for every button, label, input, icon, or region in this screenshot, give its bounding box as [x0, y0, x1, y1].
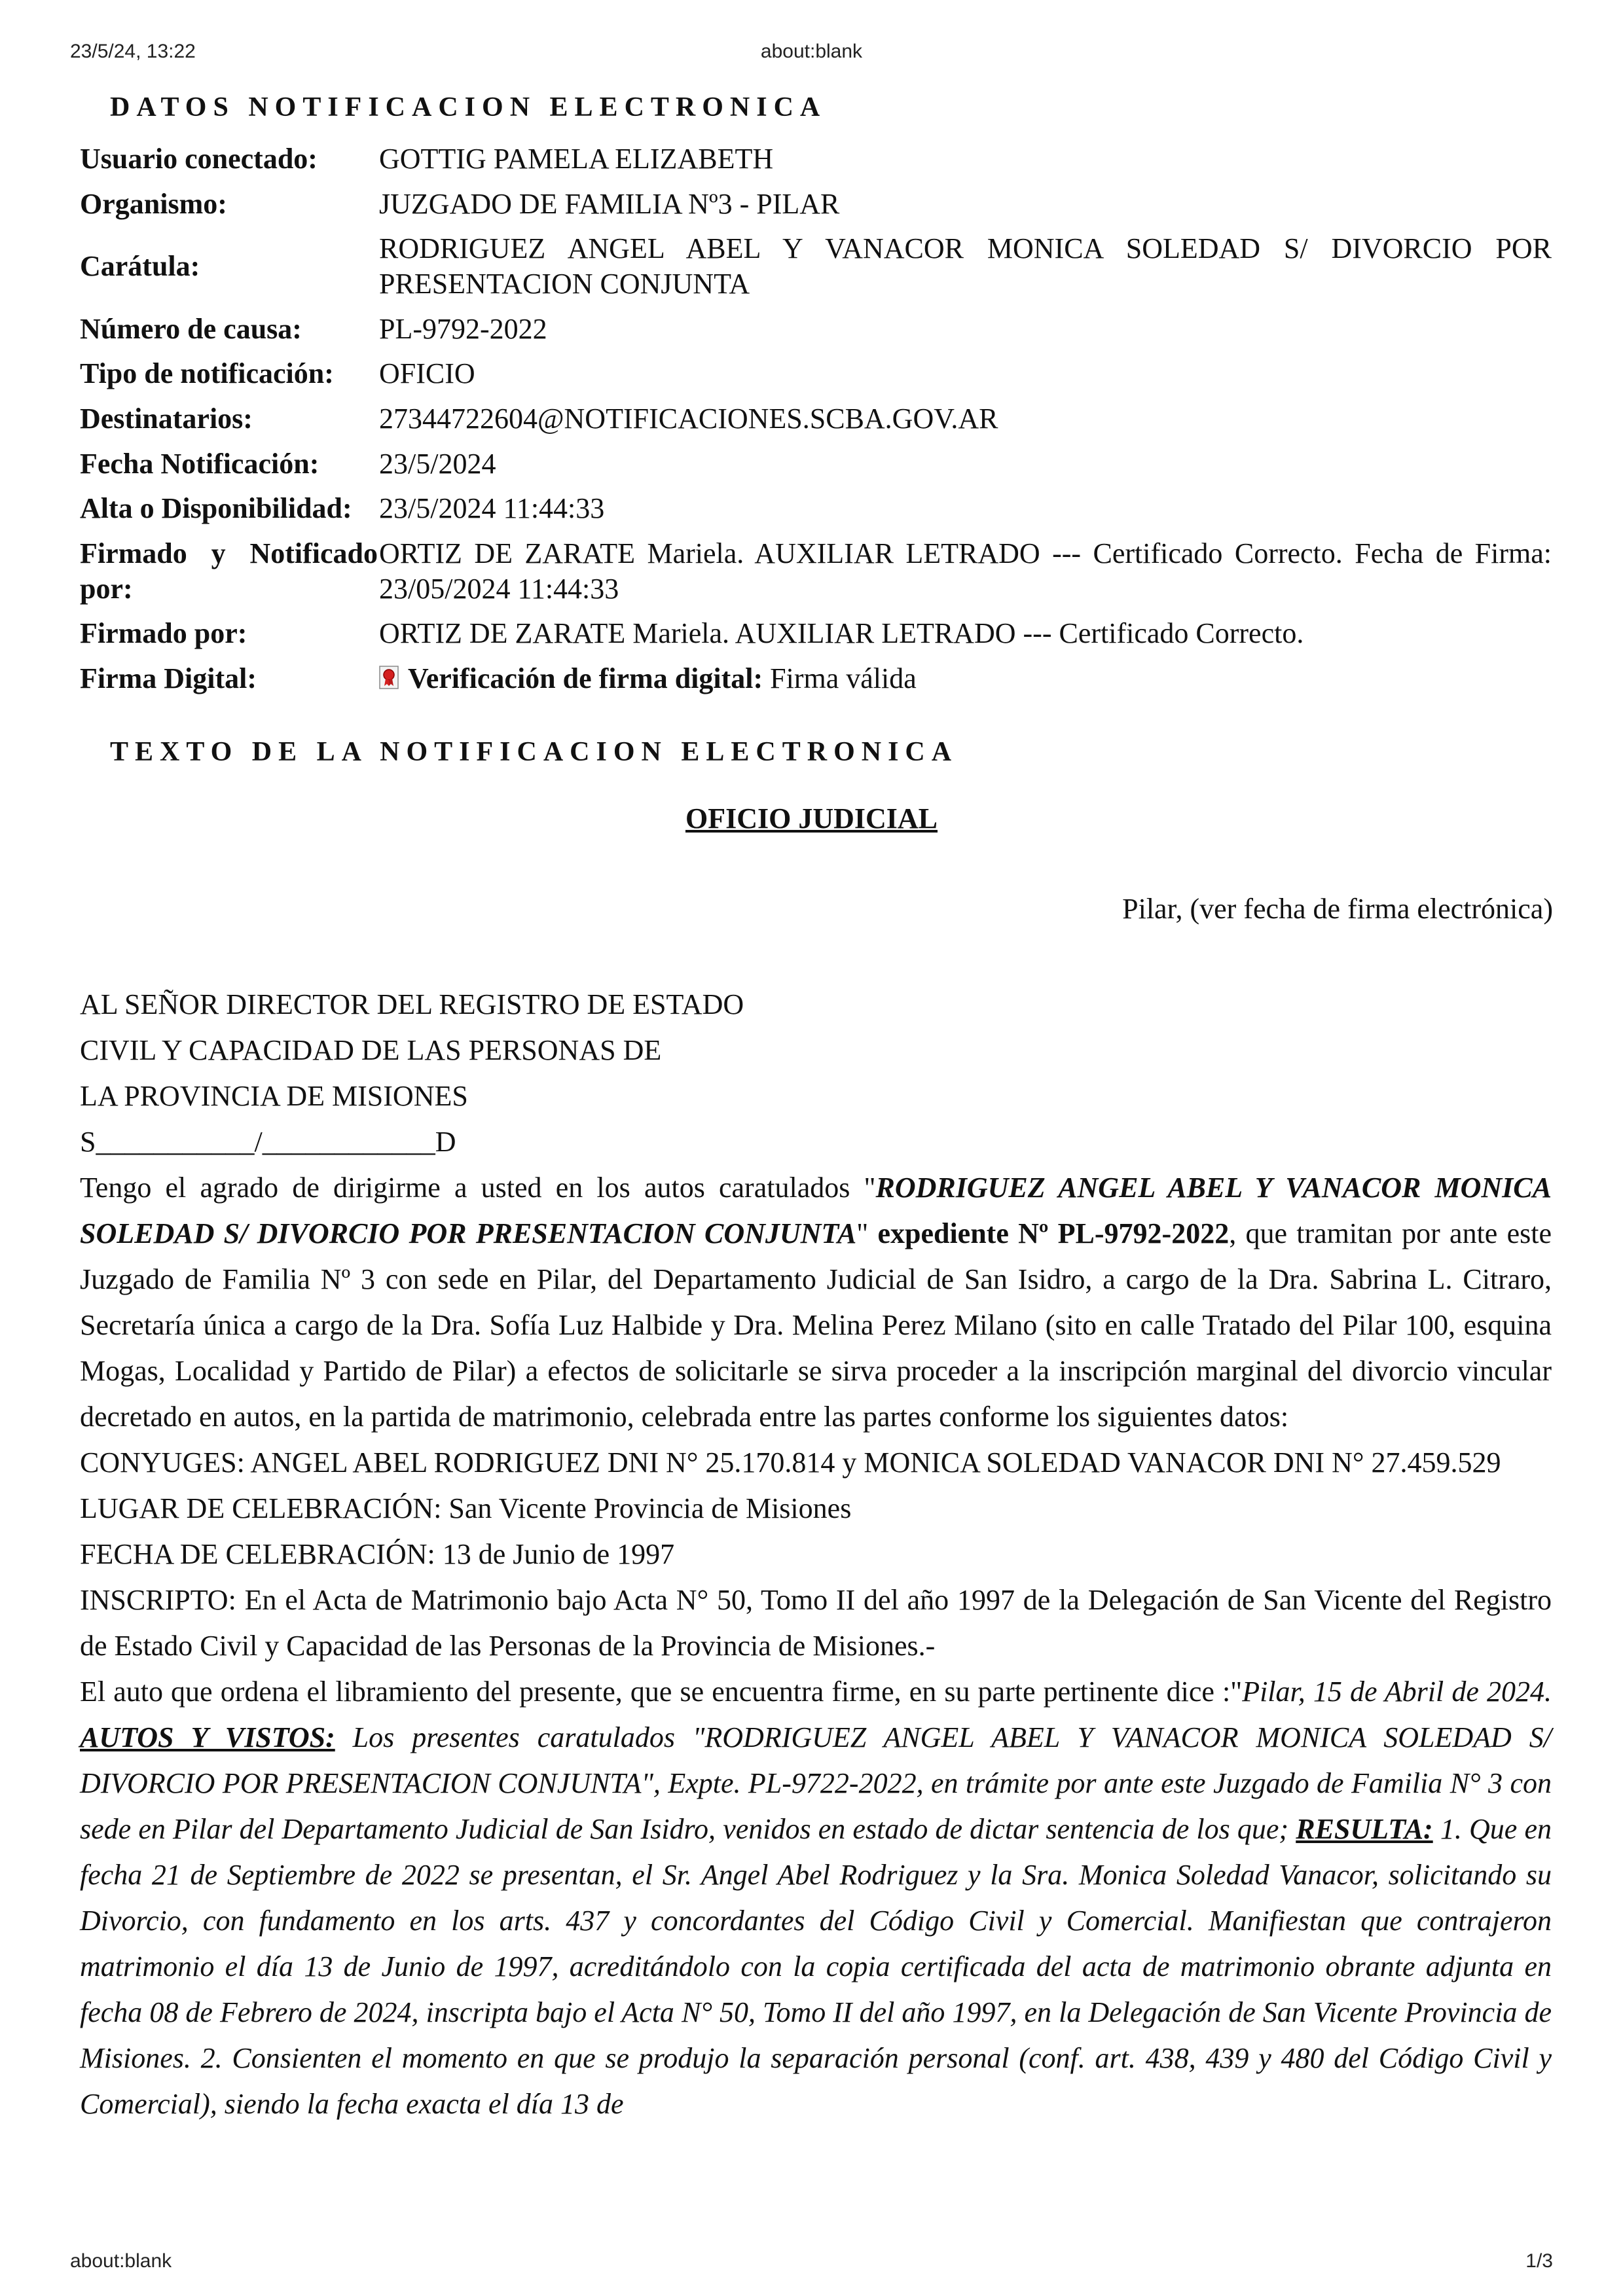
meta-row-alta [80, 491, 1552, 536]
case-number: expediente Nº PL-9792-2022 [877, 1217, 1230, 1249]
addressee-line-1: AL SEÑOR DIRECTOR DEL REGISTRO DE ESTADO [80, 988, 744, 1020]
meta-row-organismo [80, 187, 1552, 232]
meta-value: RODRIGUEZ ANGEL ABEL Y VANACOR MONICA SOLEDAD S/ DIVORCIO POR PRESENTACION CONJUNTA [379, 232, 1552, 300]
addressee-line-3: LA PROVINCIA DE MISIONES [80, 1080, 468, 1112]
meta-row-firma-digital [80, 661, 1552, 706]
meta-row-firmado-notificado [80, 536, 1552, 616]
text-run: Los presentes caratulados "RODRIGUEZ ANGEL ABEL Y VANACOR MONICA SOLEDAD S/ DIVORCIO POR PRESENTACION CONJUNTA", Expte. PL-9722-2022, en trámite por ante este Juzgado de Familia N° 3 con sede en Pilar del Departamento Judicial de San Isidro, venidos en estado de dictar sentencia de los que; [80, 1721, 1552, 1845]
meta-value: PL-9792-2022 [379, 312, 547, 345]
meta-label: Fecha Notificación: [80, 447, 319, 480]
print-footer-url: about:blank [70, 2250, 172, 2272]
place-date: Pilar, (ver fecha de firma electrónica) [1122, 893, 1553, 925]
meta-value: GOTTIG PAMELA ELIZABETH [379, 143, 774, 175]
notification-metadata-table [80, 141, 1552, 706]
fecha-celebracion-line: FECHA DE CELEBRACIÓN: 13 de Junio de 1997 [80, 1538, 675, 1570]
intro-paragraph [80, 1165, 1552, 1440]
certificate-seal-icon [379, 662, 399, 686]
section-title-texto: TEXTO DE LA NOTIFICACION ELECTRONICA [110, 737, 958, 767]
meta-row-destinatarios [80, 401, 1552, 446]
meta-row-caratula [80, 231, 1552, 311]
meta-label: Firmado y Notificado por: [80, 537, 378, 605]
meta-value: ORTIZ DE ZARATE Mariela. AUXILIAR LETRADO --- Certificado Correcto. Fecha de Firma: 23/05/2024 11:44:33 [379, 537, 1552, 605]
meta-label: Usuario conectado: [80, 143, 318, 175]
resulta-heading: RESULTA: [1296, 1813, 1433, 1845]
text-run: " [856, 1217, 878, 1249]
inscripto-line: INSCRIPTO: En el Acta de Matrimonio bajo Acta N° 50, Tomo II del año 1997 de la Delegación de San Vicente del Registro de Estado Civil y Capacidad de las Personas de la Provincia de Misiones.- [80, 1584, 1552, 1662]
print-header-url: about:blank [760, 41, 863, 62]
meta-value: 27344722604@NOTIFICACIONES.SCBA.GOV.AR [379, 403, 998, 435]
document-title: OFICIO JUDICIAL [685, 802, 938, 834]
conyuges-line: CONYUGES: ANGEL ABEL RODRIGUEZ DNI N° 25.170.814 y MONICA SOLEDAD VANACOR DNI N° 27.459.529 [80, 1446, 1501, 1479]
addressee-line-2: CIVIL Y CAPACIDAD DE LAS PERSONAS DE [80, 1034, 662, 1066]
meta-label: Destinatarios: [80, 403, 253, 435]
print-footer-page: 1/3 [1525, 2250, 1553, 2272]
section-title-datos: DATOS NOTIFICACION ELECTRONICA [110, 92, 827, 122]
meta-label: Firmado por: [80, 617, 247, 650]
meta-label: Alta o Disponibilidad: [80, 492, 352, 525]
verification-label: Verificación de firma digital: [408, 662, 763, 695]
meta-label: Firma Digital: [80, 662, 257, 695]
auto-paragraph [80, 1669, 1552, 2127]
meta-label: Organismo: [80, 187, 227, 220]
autos-y-vistos-heading: AUTOS Y VISTOS: [80, 1721, 335, 1753]
meta-row-fecha [80, 446, 1552, 492]
meta-label: Tipo de notificación: [80, 357, 334, 390]
oficio-body [80, 982, 1552, 2127]
print-header-datetime: 23/5/24, 13:22 [70, 41, 196, 62]
lugar-line: LUGAR DE CELEBRACIÓN: San Vicente Provincia de Misiones [80, 1492, 852, 1524]
meta-label: Número de causa: [80, 312, 302, 345]
text-run: 1. Que en fecha 21 de Septiembre de 2022 se presentan, el Sr. Angel Abel Rodriguez y la Sra. Monica Soledad Vanacor, solicitando su Divorcio, con fundamento en los arts. 437 y concordantes del Código Civil y Comercial. Manifiestan que contrajeron matrimonio el día 13 de Junio de 1997, acreditándolo con la copia certificada del acta de matrimonio obrante adjunta en fecha 08 de Febrero de 2024, inscripta bajo el Acta N° 50, Tomo II del año 1997, en la Delegación de San Vicente Provincia de Misiones. 2. Consienten el momento en que se produjo la separación personal (conf. art. 438, 439 y 480 del Código Civil y Comercial), siendo la fecha exacta el día 13 de [80, 1813, 1552, 2120]
meta-label: Carátula: [80, 250, 200, 283]
meta-value: 23/5/2024 [379, 447, 496, 480]
meta-row-numero-causa [80, 312, 1552, 357]
meta-value: OFICIO [379, 357, 475, 390]
meta-row-usuario [80, 141, 1552, 187]
meta-value: JUZGADO DE FAMILIA Nº3 - PILAR [379, 187, 840, 220]
meta-row-firmado [80, 616, 1552, 661]
meta-value: ORTIZ DE ZARATE Mariela. AUXILIAR LETRADO --- Certificado Correcto. [379, 617, 1304, 650]
text-run: Pilar, 15 de Abril de 2024. [1242, 1676, 1552, 1708]
text-run: El auto que ordena el libramiento del presente, que se encuentra firme, en su parte pertinente dice :" [80, 1676, 1243, 1708]
verification-value: Firma válida [770, 662, 917, 695]
meta-value: 23/5/2024 11:44:33 [379, 492, 605, 525]
text-run: Tengo el agrado de dirigirme a usted en los autos caratulados " [80, 1172, 876, 1204]
text-run: , que tramitan por ante este Juzgado de Familia Nº 3 con sede en Pilar, del Departamento Judicial de San Isidro, a cargo de la Dra. Sabrina L. Citraro, Secretaría única a cargo de la Dra. Sofía Luz Halbide y Dra. Melina Perez Milano (sito en calle Tratado del Pilar 100, esquina Mogas, Localidad y Partido de Pilar) a efectos de solicitarle se sirva proceder a la inscripción marginal del divorcio vincular decretado en autos, en la partida de matrimonio, celebrada entre las partes conforme los siguientes datos: [80, 1217, 1552, 1433]
addressee-line-4: S___________/____________D [80, 1126, 456, 1158]
meta-value [378, 661, 1552, 706]
meta-row-tipo [80, 356, 1552, 401]
case-title: RODRIGUEZ ANGEL ABEL Y VANACOR MONICA SOLEDAD S/ DIVORCIO POR PRESENTACION CONJUNTA [80, 1172, 1552, 1249]
